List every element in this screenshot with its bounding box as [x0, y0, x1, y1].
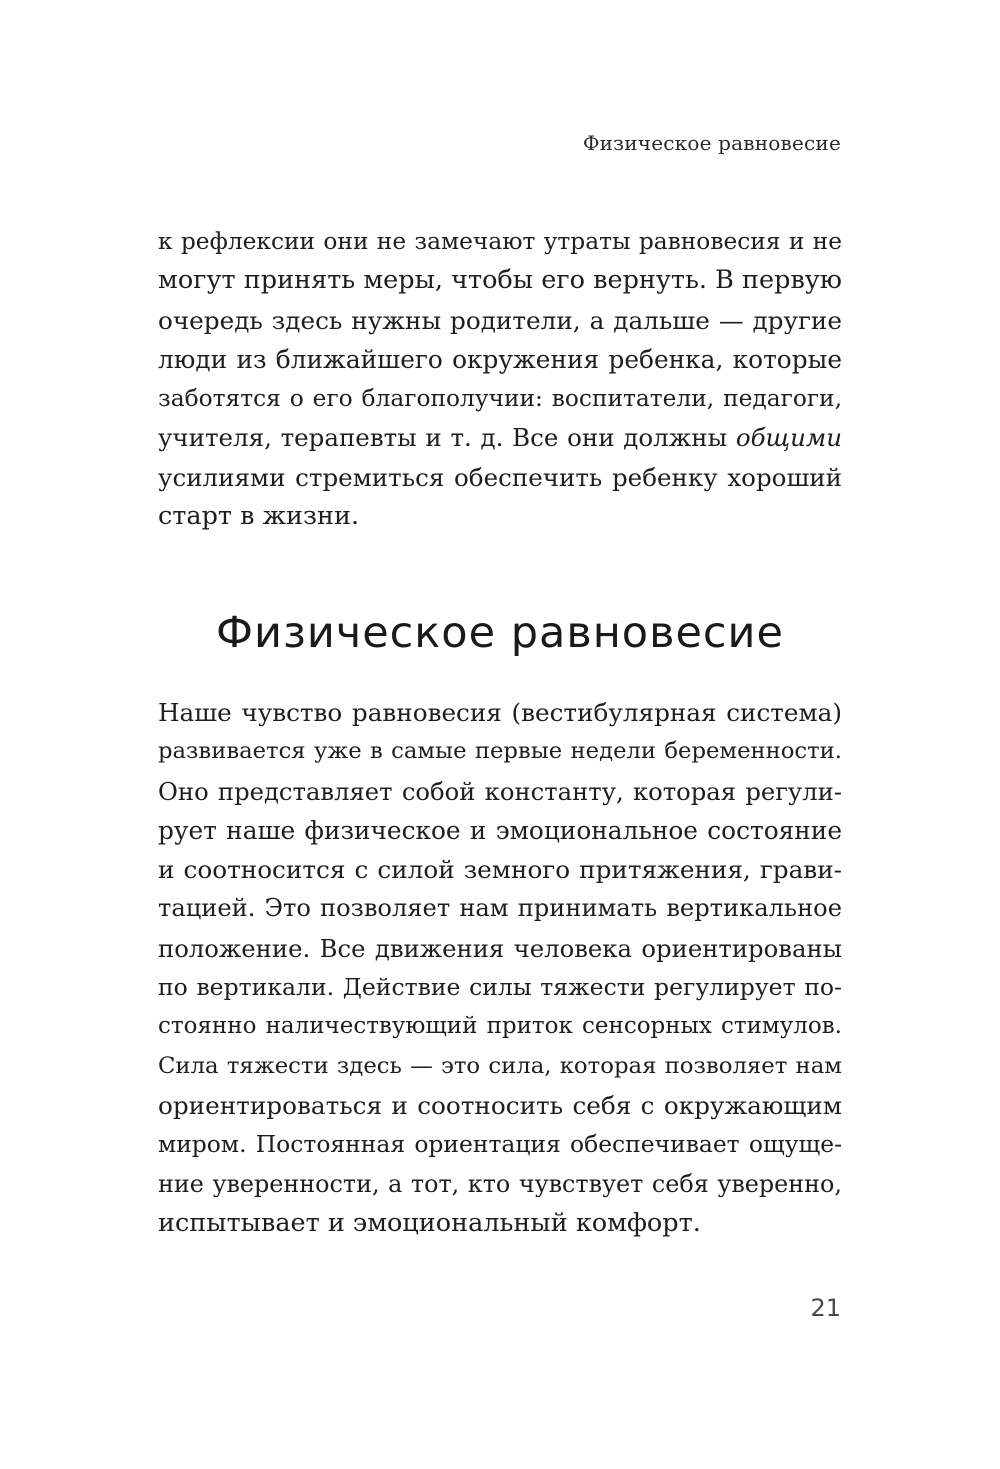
italic-emphasis: общими	[735, 423, 842, 453]
text-line: Сила тяжести здесь — это сила, которая позволяет нам	[158, 1052, 842, 1079]
section-paragraph	[158, 693, 842, 1243]
text-line: к рефлексии они не замечают утраты равновесия и не	[158, 228, 842, 255]
text-line: развивается уже в самые первые недели беременности.	[158, 738, 842, 765]
text-line	[158, 418, 842, 457]
text-line: Наше чувство равновесия (вестибулярная система)	[158, 698, 842, 727]
text-line: ориентироваться и соотносить себя с окружающим	[158, 1090, 842, 1120]
text-line: рует наше физическое и эмоциональное состояние	[158, 815, 842, 845]
text-line: испытывает и эмоциональный комфорт.	[158, 1207, 701, 1238]
text-line: миром. Постоянная ориентация обеспечивает ощуще-	[158, 1130, 842, 1159]
text-line: могут принять меры, чтобы его вернуть. В первую	[158, 265, 842, 296]
text-line: стоянно наличествующий приток сенсорных стимулов.	[158, 1013, 842, 1040]
text-line: очередь здесь нужны родители, а дальше — другие	[158, 305, 842, 335]
running-header: Физическое равновесие	[582, 131, 841, 155]
text-line: тацией. Это позволяет нам принимать вертикальное	[158, 894, 842, 923]
intro-paragraph	[158, 222, 842, 536]
text-line: и соотносится с силой земного притяжения, грави-	[158, 855, 842, 885]
page-number: 21	[810, 1294, 841, 1322]
text-line: Оно представляет собой константу, которая регули-	[158, 776, 842, 806]
text-line: заботятся о его благополучии: воспитатели, педагоги,	[158, 385, 842, 413]
text-segment: учителя, терапевты и т. д. Все они должны	[158, 423, 736, 453]
section-heading: Физическое равновесие	[216, 608, 784, 658]
text-line: усилиями стремиться обеспечить ребенку хороший	[158, 462, 842, 492]
text-line: по вертикали. Действие силы тяжести регулирует по-	[158, 973, 842, 1002]
text-line: люди из ближайшего окружения ребенка, которые	[158, 344, 842, 374]
text-line: ние уверенности, а тот, кто чувствует себя уверенно,	[158, 1169, 842, 1198]
text-line: положение. Все движения человека ориентированы	[158, 933, 842, 963]
text-line: старт в жизни.	[158, 501, 360, 532]
